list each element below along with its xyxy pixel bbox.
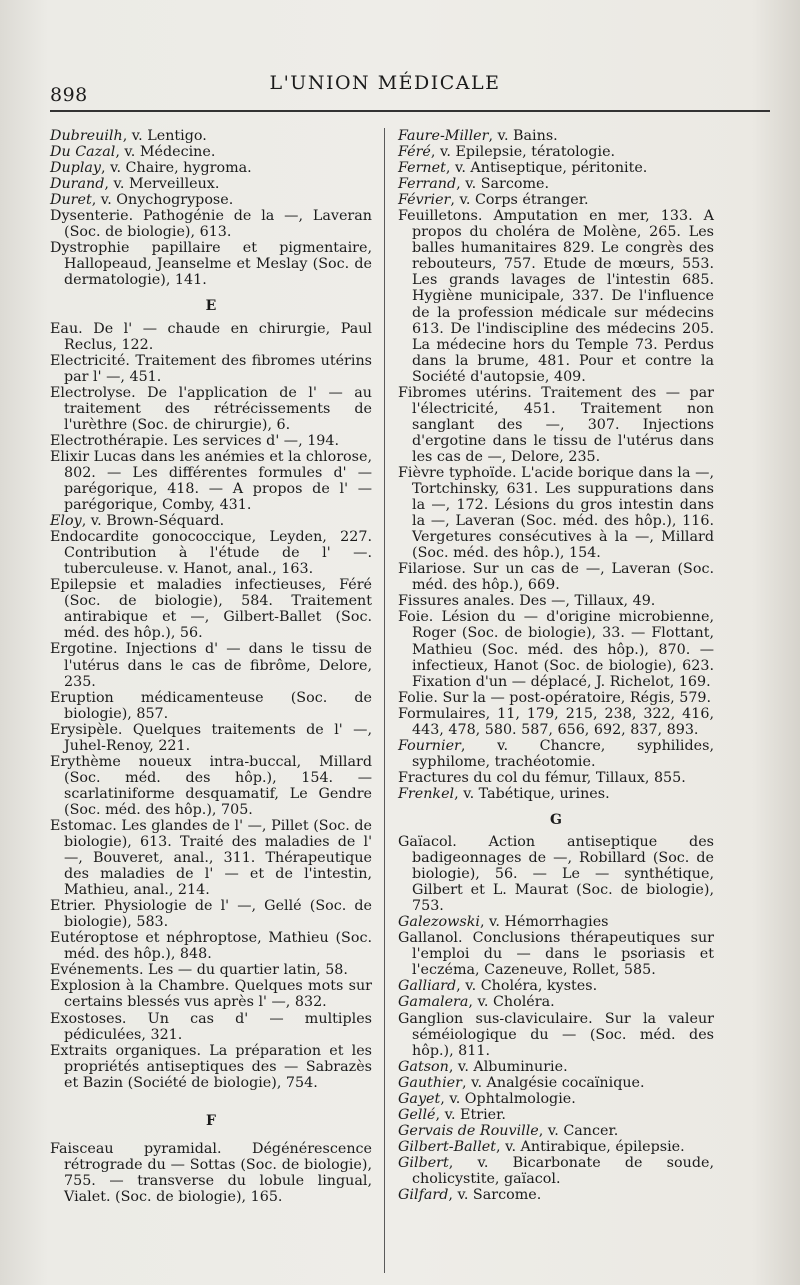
entry-text: , v. Chaire, hygroma. (101, 160, 252, 177)
entry-text: Ganglion sus-claviculaire. Sur la valeur séméiologique du — (Soc. méd. des hôp.), 811. (398, 1010, 714, 1059)
index-entry (50, 144, 372, 160)
entry-text: , v. Bicarbonate de soude, cholicystite, gaïacol. (412, 1154, 714, 1187)
entry-author: Gellé (398, 1106, 436, 1123)
index-entry (398, 1059, 714, 1075)
entry-text: Endocardite gonococcique, Leyden, 227. Contribution à l'étude de l' —. tuberculeuse. v. Hanot, anal., 163. (50, 529, 372, 578)
entry-text: , v. Chancre, syphilides, syphilome, trachéotomie. (412, 737, 714, 770)
entry-text: Gallanol. Conclusions thérapeutiques sur l'emploi du — dans le psoriasis et l'eczéma, Cazeneuve, Rollet, 585. (398, 930, 714, 979)
index-entry (398, 144, 714, 160)
index-entry (398, 1155, 714, 1187)
entry-text: , v. Albuminurie. (448, 1058, 568, 1075)
entry-text: , v. Etrier. (435, 1106, 506, 1123)
entry-text: Dysenterie. Pathogénie de la —, Laveran (Soc. de biologie), 613. (50, 208, 372, 241)
entry-text: Elixir Lucas dans les anémies et la chlorose, 802. — Les différentes formules d' — parégorique, 418. — A propos de l' — parégorique, Comby, 431. (50, 448, 372, 514)
entry-author: Février (398, 192, 451, 209)
entry-text: Fibromes utérins. Traitement des — par l'électricité, 451. Traitement non sanglant des —, 307. Injections d'ergotine dans le tissu de l'utérus dans les cas de —, Delore, 235. (398, 384, 714, 465)
entry-author: Durand (50, 176, 105, 193)
entry-text: , v. Lentigo. (122, 128, 207, 144)
entry-text: Evénements. Les — du quartier latin, 58. (50, 962, 348, 979)
running-title: L'UNION MÉDICALE (269, 72, 501, 94)
index-entry (398, 176, 714, 192)
index-entry (50, 930, 372, 962)
entry-text: Exostoses. Un cas d' — multiples pédiculées, 321. (50, 1010, 372, 1043)
index-entry (398, 1107, 714, 1123)
entry-text: Folie. Sur la — post-opératoire, Régis, 579. (398, 689, 712, 706)
index-entry (50, 385, 372, 433)
entry-text: Formulaires, 11, 179, 215, 238, 322, 416, 443, 478, 580. 587, 656, 692, 837, 893. (398, 705, 714, 738)
entry-text: , v. Brown-Séquard. (81, 513, 225, 530)
entry-author: Du Cazal (50, 144, 116, 161)
entry-text: , v. Bains. (488, 128, 558, 144)
page-number: 898 (50, 84, 88, 106)
entry-text: Electricité. Traitement des fibromes utérins par l' —, 451. (50, 352, 372, 385)
entry-text: , v. Antirabique, épilepsie. (495, 1138, 685, 1155)
entry-text: , v. Hémorrhagies (479, 914, 609, 931)
index-entry (398, 978, 714, 994)
page-header (0, 0, 800, 120)
index-entry (50, 240, 372, 288)
entry-text: Electrothérapie. Les services d' —, 194. (50, 432, 340, 449)
entry-text: , v. Corps étranger. (450, 192, 589, 209)
header-rule (50, 110, 770, 112)
entry-text: , v. Ophtalmologie. (440, 1090, 576, 1107)
entry-text: , v. Choléra, kystes. (456, 978, 598, 995)
entry-author: Eloy (50, 513, 82, 530)
index-entry (50, 754, 372, 818)
index-entry (398, 690, 714, 706)
entry-text: , v. Onychogrypose. (91, 192, 234, 209)
entry-text: , v. Epilepsie, tératologie. (430, 144, 616, 161)
entry-text: Epilepsie et maladies infectieuses, Féré (Soc. de biologie), 584. Traitement antirabique et —, Gilbert-Ballet (Soc. méd. des hôp.), 56. (50, 577, 372, 642)
entry-text: Fièvre typhoïde. L'acide borique dans la —, Tortchinsky, 631. Les suppurations dans la —, 172. Lésions du gros intestin dans la —, Laveran (Soc. méd. des hôp.), 116. Vergetures consécutives à la —, Millard (Soc. méd. des hôp.), 154. (398, 464, 714, 562)
index-entry (398, 834, 714, 914)
entry-author: Duplay (50, 160, 101, 177)
index-entry (50, 1141, 372, 1205)
entry-author: Fernet (398, 160, 446, 177)
index-entry (50, 176, 372, 192)
entry-author: Ferrand (398, 176, 457, 193)
index-entry (50, 978, 372, 1010)
entry-text: , v. Sarcome. (448, 1187, 542, 1204)
index-entry (398, 770, 714, 786)
index-entry (398, 914, 714, 930)
section-letter: E (205, 298, 217, 315)
index-entry (398, 1123, 714, 1139)
entry-text: Ergotine. Injections d' — dans le tissu de l'utérus dans le cas de fibrôme, Delore, 235. (50, 641, 372, 690)
entry-text: Dystrophie papillaire et pigmentaire, Hallopeaud, Jeanselme et Meslay (Soc. de dermatologie), 141. (50, 240, 372, 289)
entry-author: Dubreuilh (50, 128, 123, 144)
entry-text: Eruption médicamenteuse (Soc. de biologie), 857. (50, 689, 372, 722)
entry-text: Fractures du col du fémur, Tillaux, 855. (398, 769, 686, 786)
index-entry (50, 208, 372, 240)
entry-text: Eau. De l' — chaude en chirurgie, Paul Reclus, 122. (50, 320, 372, 353)
entry-text: Gaïacol. Action antiseptique des badigeonnages de —, Robillard (Soc. de biologie), 56. — Le — synthétique, Gilbert et L. Maurat (Soc. de biologie), 753. (398, 834, 714, 915)
index-entry (398, 208, 714, 385)
entry-author: Fournier (398, 737, 461, 754)
entry-author: Gilfard (398, 1187, 449, 1204)
index-entry (398, 1187, 714, 1203)
index-entry (398, 1091, 714, 1107)
index-entry (398, 609, 714, 689)
index-entry (398, 738, 714, 770)
entry-author: Gilbert (398, 1154, 449, 1171)
section-letter: F (206, 1112, 216, 1129)
index-entry (50, 898, 372, 930)
entry-text: , v. Antiseptique, péritonite. (445, 160, 648, 177)
index-entry (398, 561, 714, 593)
entry-text: Estomac. Les glandes de l' —, Pillet (Soc. de biologie), 613. Traité des maladies de l' —, Bouveret, anal., 311. Thérapeutique des maladies de l' — et de l'intestin, Mathieu, anal., 214. (50, 817, 372, 899)
entry-text: Fissures anales. Des —, Tillaux, 49. (398, 593, 656, 610)
index-entry (398, 128, 714, 144)
index-entry (50, 192, 372, 208)
index-entry (50, 513, 372, 529)
entry-text: , v. Médecine. (115, 144, 216, 161)
index-entry (50, 722, 372, 754)
entry-text: , v. Tabétique, urines. (454, 785, 610, 802)
entry-author: Galezowski (398, 914, 480, 931)
entry-author: Gervais de Rouville (398, 1122, 539, 1139)
entry-author: Gatson (398, 1058, 449, 1075)
index-entry (398, 1075, 714, 1091)
index-entry (50, 962, 372, 978)
index-entry (50, 690, 372, 722)
index-entry (50, 818, 372, 898)
index-entry (398, 465, 714, 561)
entry-author: Gauthier (398, 1074, 462, 1091)
entry-text: Erysipèle. Quelques traitements de l' —, Juhel-Renoy, 221. (50, 721, 372, 754)
index-entry (398, 593, 714, 609)
index-entry (50, 1043, 372, 1091)
index-entry (50, 577, 372, 641)
index-entry (50, 321, 372, 353)
index-entry (50, 529, 372, 577)
index-entry (50, 128, 372, 144)
entry-text: Feuilletons. Amputation en mer, 133. A propos du choléra de Molène, 265. Les balles humanitaires 829. Le congrès des rebouteurs, 757. Etude de mœurs, 553. Les grands lavages de l'intestin 685. Hygiène municipale, 337. De l'influence de la profession médicale sur médecins 613. De l'indiscipline des médecins 205. La médecine hors du Temple 73. Perdus dans la brume, 481. Pour et contre la Société d'autopsie, 409. (398, 208, 714, 385)
section-letter: G (550, 811, 562, 828)
entry-text: , v. Analgésie cocaïnique. (461, 1074, 645, 1091)
entry-text: , v. Cancer. (538, 1122, 619, 1139)
entry-text: Electrolyse. De l'application de l' — au traitement des rétrécissements de l'urèthre (Soc. de chirurgie), 6. (50, 384, 372, 433)
index-entry (50, 449, 372, 513)
entry-author: Faure-Miller (398, 128, 489, 144)
index-entry (398, 160, 714, 176)
index-entry (398, 994, 714, 1010)
column-divider (384, 128, 385, 1273)
entry-text: Etrier. Physiologie de l' —, Gellé (Soc. de biologie), 583. (50, 898, 372, 931)
entry-text: Foie. Lésion du — d'origine microbienne, Roger (Soc. de biologie), 33. — Flottant, Mathieu (Soc. méd. des hôp.), 870. — infectieux, Hanot (Soc. de biologie), 623. Fixation d'un — déplacé, J. Richelot, 169. (398, 609, 714, 690)
index-entry (398, 1011, 714, 1059)
entry-text: Extraits organiques. La préparation et les propriétés antiseptiques des — Sabrazès et Bazin (Société de biologie), 754. (50, 1042, 372, 1091)
entry-text: Faisceau pyramidal. Dégénérescence rétrograde du — Sottas (Soc. de biologie), 755. — transverse du lobule lingual, Vialet. (Soc. de biologie), 165. (50, 1140, 372, 1205)
entry-author: Frenkel (398, 785, 455, 802)
index-entry (398, 385, 714, 465)
right-column (398, 128, 714, 1203)
entry-text: Eutéroptose et néphroptose, Mathieu (Soc. méd. des hôp.), 848. (50, 930, 372, 963)
entry-text: , v. Sarcome. (456, 176, 550, 193)
entry-author: Galliard (398, 978, 457, 995)
index-entry (398, 706, 714, 738)
entry-author: Gilbert-Ballet (398, 1138, 496, 1155)
index-entry (398, 930, 714, 978)
index-entry (50, 353, 372, 385)
index-entry (50, 433, 372, 449)
entry-author: Gayet (398, 1090, 441, 1107)
index-entry (50, 641, 372, 689)
entry-author: Féré (398, 144, 431, 161)
index-entry (398, 192, 714, 208)
entry-author: Duret (50, 192, 92, 209)
entry-text: , v. Choléra. (468, 994, 555, 1011)
entry-text: Filariose. Sur un cas de —, Laveran (Soc. méd. des hôp.), 669. (398, 561, 714, 594)
index-entry (50, 160, 372, 176)
entry-text: Erythème noueux intra-buccal, Millard (Soc. méd. des hôp.), 154. — scarlatiniforme desquamatif, Le Gendre (Soc. méd. des hôp.), 705. (50, 753, 372, 818)
entry-author: Gamalera (398, 994, 469, 1011)
index-entry (398, 786, 714, 802)
left-column (50, 128, 372, 1205)
index-entry (398, 1139, 714, 1155)
entry-text: , v. Merveilleux. (104, 176, 220, 193)
entry-text: Explosion à la Chambre. Quelques mots sur certains blessés vus après l' —, 832. (50, 978, 372, 1011)
index-entry (50, 1011, 372, 1043)
